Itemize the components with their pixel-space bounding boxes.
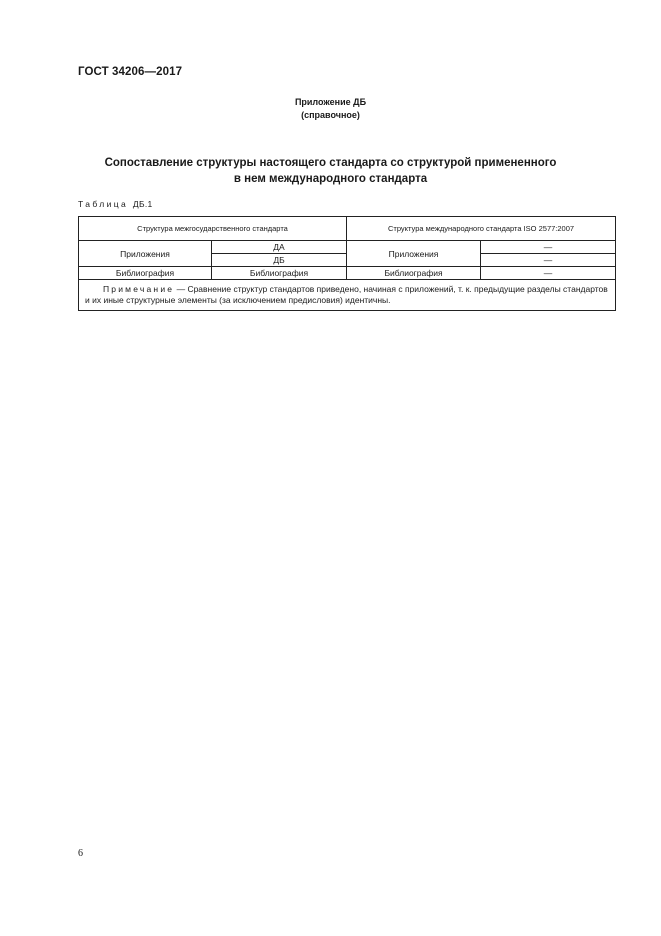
- header-international-structure: Структура международного стандарта ISO 2577:2007: [347, 217, 616, 241]
- cell-dash-a: —: [481, 241, 616, 254]
- table-caption-number: ДБ.1: [132, 199, 153, 209]
- appendix-title: Приложение ДБ: [294, 97, 367, 107]
- table-note-row: [79, 280, 616, 311]
- table-header-row: [79, 217, 616, 241]
- cell-bibliography-dash: —: [481, 267, 616, 280]
- cell-bibliography-left-2: Библиография: [212, 267, 347, 280]
- appendix-heading: [0, 96, 661, 122]
- note-lead: Примечание: [103, 284, 175, 294]
- cell-bibliography-left-1: Библиография: [79, 267, 212, 280]
- comparison-table: [78, 216, 616, 311]
- document-code-header: ГОСТ 34206—2017: [78, 66, 183, 78]
- table-row: [79, 267, 616, 280]
- page-number: 6: [78, 848, 83, 859]
- cell-appendices-left: Приложения: [79, 241, 212, 267]
- cell-appendix-b: ДБ: [212, 254, 347, 267]
- section-title-line-2: в нем международного стандарта: [233, 173, 428, 185]
- table-caption: [78, 199, 153, 209]
- table-row: [79, 241, 616, 254]
- cell-bibliography-right: Библиография: [347, 267, 481, 280]
- cell-dash-b: —: [481, 254, 616, 267]
- header-interstate-structure: Структура межгосударственного стандарта: [79, 217, 347, 241]
- table-caption-label: Таблица: [78, 199, 129, 209]
- section-title: [0, 155, 661, 187]
- note-text: — Сравнение структур стандартов приведено, начиная с приложений, т. к. предыдущие разделы стандартов и их иные структурные элементы (за исключением предисловия) идентичны.: [85, 284, 608, 305]
- cell-appendices-right: Приложения: [347, 241, 481, 267]
- cell-appendix-a: ДА: [212, 241, 347, 254]
- appendix-subtitle: (справочное): [301, 110, 360, 120]
- section-title-line-1: Сопоставление структуры настоящего стандарта со структурой примененного: [104, 157, 557, 169]
- table-note: [79, 280, 616, 311]
